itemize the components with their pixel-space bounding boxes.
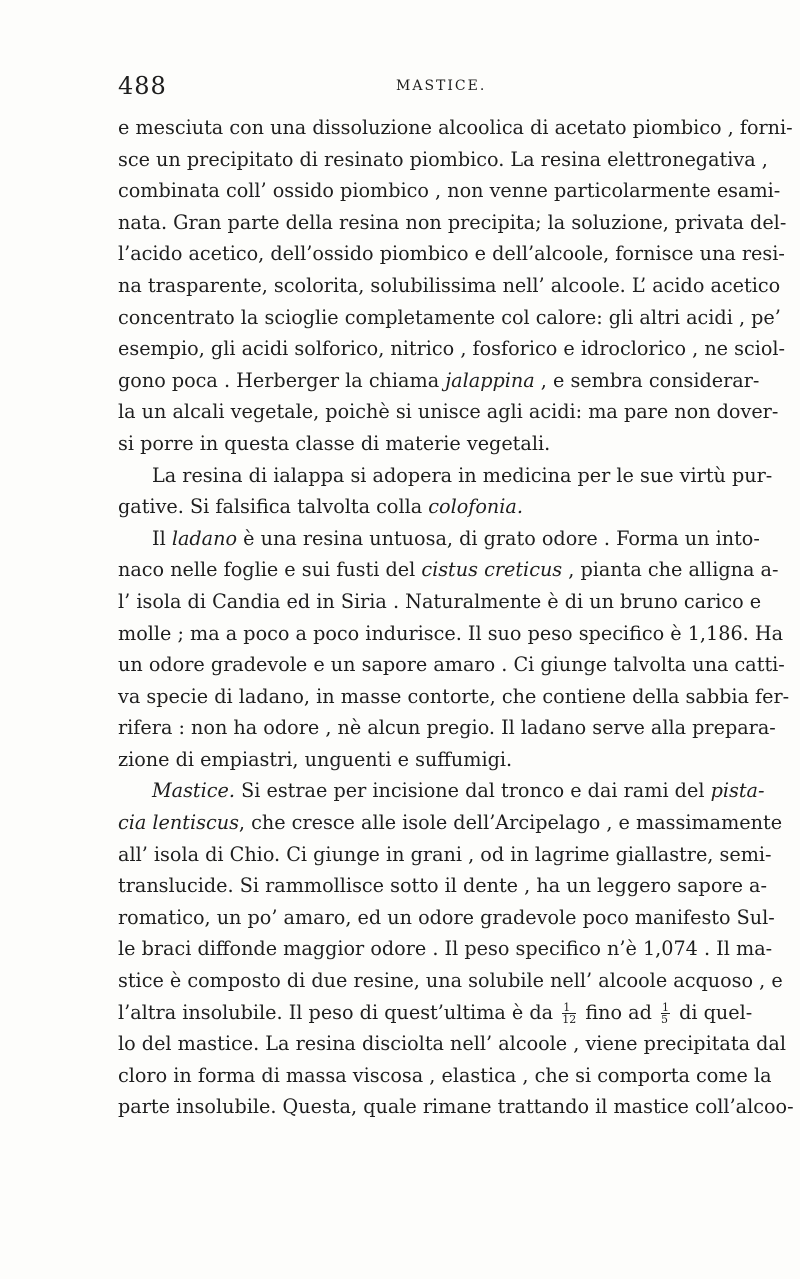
italic-term: cia lentiscus [118,811,239,835]
page-number: 488 [118,72,167,100]
text-line: esempio, gli acidi solforico, nitrico , fosforico e idroclorico , ne sciol- [118,337,786,361]
text-line: le braci diffonde maggior odore . Il peso specifico n’è 1,074 . Il ma- [118,937,773,961]
text-line: romatico, un po’ amaro, ed un odore gradevole poco manifesto Sul- [118,905,775,929]
italic-term: cistus creticus [421,558,563,582]
fraction-text-line: l’altra insolubile. Il peso di quest’ultima è da $\frac{1}{12}$ fino ad $\frac{1}{5}$ di quel- [118,1000,753,1027]
text-line: va specie di ladano, in masse contorte, che contiene della sabbia fer- [118,684,790,708]
text-line: translucide. Si rammollisce sotto il dente , ha un leggero sapore a- [118,874,767,898]
text-line: un odore gradevole e un sapore amaro . Ci giunge talvolta una catti- [118,653,785,677]
text-line: nata. Gran parte della resina non precipita; la soluzione, privata del- [118,210,787,234]
section-term: Mastice. [152,779,235,803]
text-line: e mesciuta con una dissoluzione alcoolica di acetato piombico , forni- [118,116,793,139]
text-line: na trasparente, scolorita, solubilissima nell’ alcoole. L’ acido acetico [118,273,781,297]
fraction: $\frac{1}{5}$ [660,1001,669,1027]
text-line: rifera : non ha odore , nè alcun pregio. Il ladano serve alla prepara- [118,716,776,740]
running-head: MASTICE. [396,78,487,94]
text-line: cia lentiscus, che cresce alle isole dell’Arcipelago , e massimamente [118,811,783,835]
text-line: la un alcali vegetale, poichè si unisce agli acidi: ma pare non dover- [118,400,779,424]
text-line: stice è composto di due resine, una solubile nell’ alcoole acquoso , e [118,969,783,993]
text-line: cloro in forma di massa viscosa , elastica , che si comporta come la [118,1063,772,1087]
paragraph-start: Mastice. Si estrae per incisione dal tronco e dai rami del pista- [152,779,765,803]
text-line: sce un precipitato di resinato piombico. La resina elettronegativa , [118,147,768,171]
italic-term: pista- [710,779,765,803]
text-line: naco nelle foglie e sui fusti del cistus creticus , pianta che alligna a- [118,558,779,582]
paragraph-start: La resina di ialappa si adopera in medicina per le sue virtù pur- [152,463,773,487]
text-line: gative. Si falsifica talvolta colla colofonia. [118,495,523,519]
paragraph-start: Il ladano è una resina untuosa, di grato odore . Forma un into- [152,526,760,550]
text-line: l’acido acetico, dell’ossido piombico e dell’alcoole, fornisce una resi- [118,242,785,266]
text-line: molle ; ma a poco a poco indurisce. Il suo peso specifico è 1,186. Ha [118,621,784,645]
text-line: gono poca . Herberger la chiama jalappina , e sembra considerar- [118,368,760,392]
text-line: si porre in questa classe di materie vegetali. [118,431,551,455]
text-line: concentrato la scioglie completamente col calore: gli altri acidi , pe’ [118,305,781,329]
italic-term: colofonia. [428,495,523,519]
body-text [118,112,794,1123]
page-header [118,72,738,108]
fraction: $\frac{1}{12}$ [562,1001,577,1027]
text-line: parte insolubile. Questa, quale rimane trattando il mastice coll’alcoo- [118,1095,794,1119]
text-line: zione di empiastri, unguenti e suffumigi. [118,747,513,771]
italic-term: ladano [171,526,238,550]
text-line: l’ isola di Candia ed in Siria . Naturalmente è di un bruno carico e [118,589,762,613]
text-line: all’ isola di Chio. Ci giunge in grani , od in lagrime giallastre, semi- [118,842,772,866]
text-line: combinata coll’ ossido piombico , non venne particolarmente esami- [118,179,781,203]
text-line: lo del mastice. La resina disciolta nell’ alcoole , viene precipitata dal [118,1032,786,1056]
italic-term: jalappina [445,368,535,392]
